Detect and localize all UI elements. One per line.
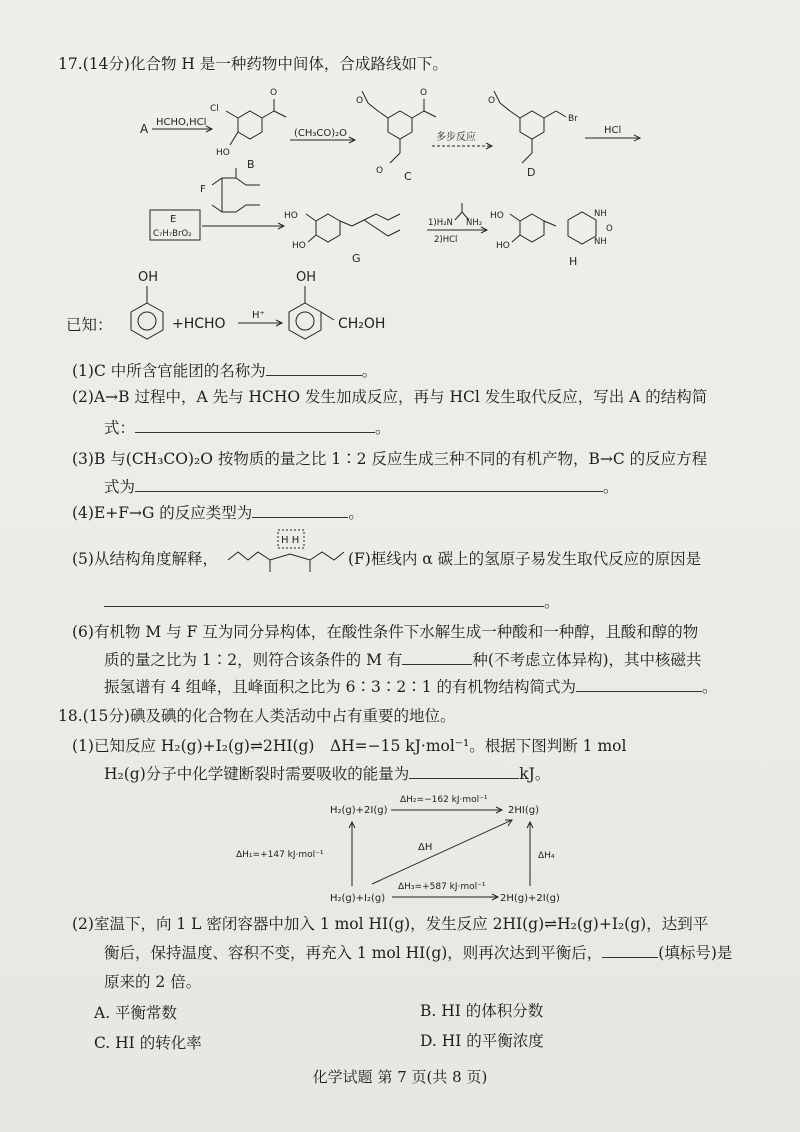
svg-text:Br: Br: [568, 114, 578, 124]
svg-text:O: O: [356, 96, 364, 106]
diagram-bottom-left: H₂(g)+I₂(g): [330, 893, 386, 904]
svg-text:OH: OH: [138, 270, 159, 285]
q17-1: (1)C 中所含官能团的名称为 。: [72, 362, 378, 380]
known-label: 已知：: [66, 316, 113, 334]
svg-text:HO: HO: [490, 211, 504, 221]
svg-text:HO: HO: [216, 148, 230, 158]
delta-h4: ΔH₄: [538, 851, 555, 861]
reagent-hcl-2: 2)HCl: [434, 235, 458, 245]
diagram-top-right: 2HI(g): [508, 805, 539, 816]
q17-title: 17.(14分)化合物 H 是一种药物中间体，合成路线如下。: [58, 55, 448, 73]
q17-4: (4)E+F→G 的反应类型为 。: [72, 504, 364, 522]
option-d: D. HI 的平衡浓度: [420, 1032, 544, 1050]
option-b: B. HI 的体积分数: [420, 1002, 544, 1020]
q17-2b: 式： 。: [104, 419, 391, 437]
label-C: C: [404, 170, 412, 183]
q17-5-answer: 。: [104, 592, 560, 612]
reagent-multistep: 多步反应: [436, 132, 476, 143]
label-E: E: [170, 214, 177, 225]
delta-h: ΔH: [418, 842, 433, 853]
svg-text:HO: HO: [284, 211, 298, 221]
q17-3b: 式为 。: [104, 478, 619, 496]
q18-2c: 原来的 2 倍。: [104, 973, 202, 991]
q17-6b: 质的量之比为 1∶2，则符合该条件的 M 有 种(不考虑立体异构)，其中核磁共: [104, 651, 702, 669]
q17-3a: (3)B 与(CH₃CO)₂O 按物质的量之比 1∶2 反应生成三种不同的有机产物，B→C 的反应方程: [72, 450, 708, 468]
reagent-ac2o: (CH₃CO)₂O: [294, 128, 348, 139]
label-B: B: [247, 158, 255, 171]
svg-text:H⁺: H⁺: [252, 310, 265, 321]
q18-2a: (2)室温下，向 1 L 密闭容器中加入 1 mol HI(g)，发生反应 2HI(g)⇌H₂(g)+I₂(g)，达到平: [72, 915, 709, 933]
q18-title: 18.(15分)碘及碘的化合物在人类活动中占有重要的地位。: [58, 707, 456, 725]
svg-text:CH₂OH: CH₂OH: [338, 316, 386, 332]
label-G: G: [352, 252, 361, 265]
svg-text:+HCHO: +HCHO: [172, 316, 226, 332]
svg-text:NH: NH: [594, 237, 607, 247]
svg-text:NH₂: NH₂: [466, 218, 483, 228]
label-H: H: [569, 255, 578, 268]
svg-text:NH: NH: [594, 209, 607, 219]
label-A: A: [140, 122, 149, 136]
delta-h2: ΔH₂=−162 kJ·mol⁻¹: [400, 795, 488, 805]
reagent-urea: 1)H₂N: [428, 218, 453, 228]
svg-text:O: O: [488, 96, 496, 106]
diagram-bottom-right: 2H(g)+2I(g): [500, 893, 560, 904]
delta-h3: ΔH₃=+587 kJ·mol⁻¹: [398, 882, 486, 892]
svg-text:HO: HO: [292, 241, 306, 251]
label-D: D: [527, 166, 536, 179]
q17-6a: (6)有机物 M 与 F 互为同分异构体，在酸性条件下水解生成一种酸和一种醇，且酸和醇的物: [72, 623, 699, 641]
option-a: A. 平衡常数: [94, 1004, 178, 1022]
svg-text:O: O: [270, 88, 278, 98]
delta-h1: ΔH₁=+147 kJ·mol⁻¹: [236, 850, 324, 860]
svg-text:Cl: Cl: [210, 104, 219, 114]
label-F: F: [200, 184, 206, 195]
reagent-hcl: HCl: [604, 125, 622, 136]
svg-text:OH: OH: [296, 270, 317, 285]
q17-6c: 振氢谱有 4 组峰，且峰面积之比为 6∶3∶2∶1 的有机物结构简式为 。: [104, 678, 718, 696]
svg-text:HO: HO: [496, 241, 510, 251]
formula-E: C₇H₇BrO₂: [153, 229, 192, 239]
reagent-hcho-hcl: HCHO,HCl: [156, 117, 207, 128]
q18-1b: H₂(g)分子中化学键断裂时需要吸收的能量为 kJ。: [104, 765, 551, 783]
q17-5b: (F)框线内 α 碳上的氢原子易发生取代反应的原因是: [348, 550, 702, 568]
diagram-top-left: H₂(g)+2I(g): [330, 805, 388, 816]
option-c: C. HI 的转化率: [94, 1034, 202, 1052]
svg-text:O: O: [420, 88, 428, 98]
svg-text:H H: H H: [281, 535, 300, 546]
q18-1a: (1)已知反应 H₂(g)+I₂(g)⇌2HI(g) ΔH=−15 kJ·mol⁻¹。根据下图判断 1 mol: [72, 737, 627, 755]
svg-text:O: O: [376, 166, 384, 176]
q17-5a: (5)从结构角度解释，: [72, 550, 218, 568]
page-footer: 化学试题 第 7 页(共 8 页): [312, 1068, 488, 1086]
svg-text:O: O: [606, 224, 613, 234]
q17-2a: (2)A→B 过程中，A 先与 HCHO 发生加成反应，再与 HCl 发生取代反应，写出 A 的结构简: [72, 388, 708, 406]
q18-2b: 衡后，保持温度、容积不变，再充入 1 mol HI(g)，则再次达到平衡后， (填标号)是: [104, 944, 733, 962]
